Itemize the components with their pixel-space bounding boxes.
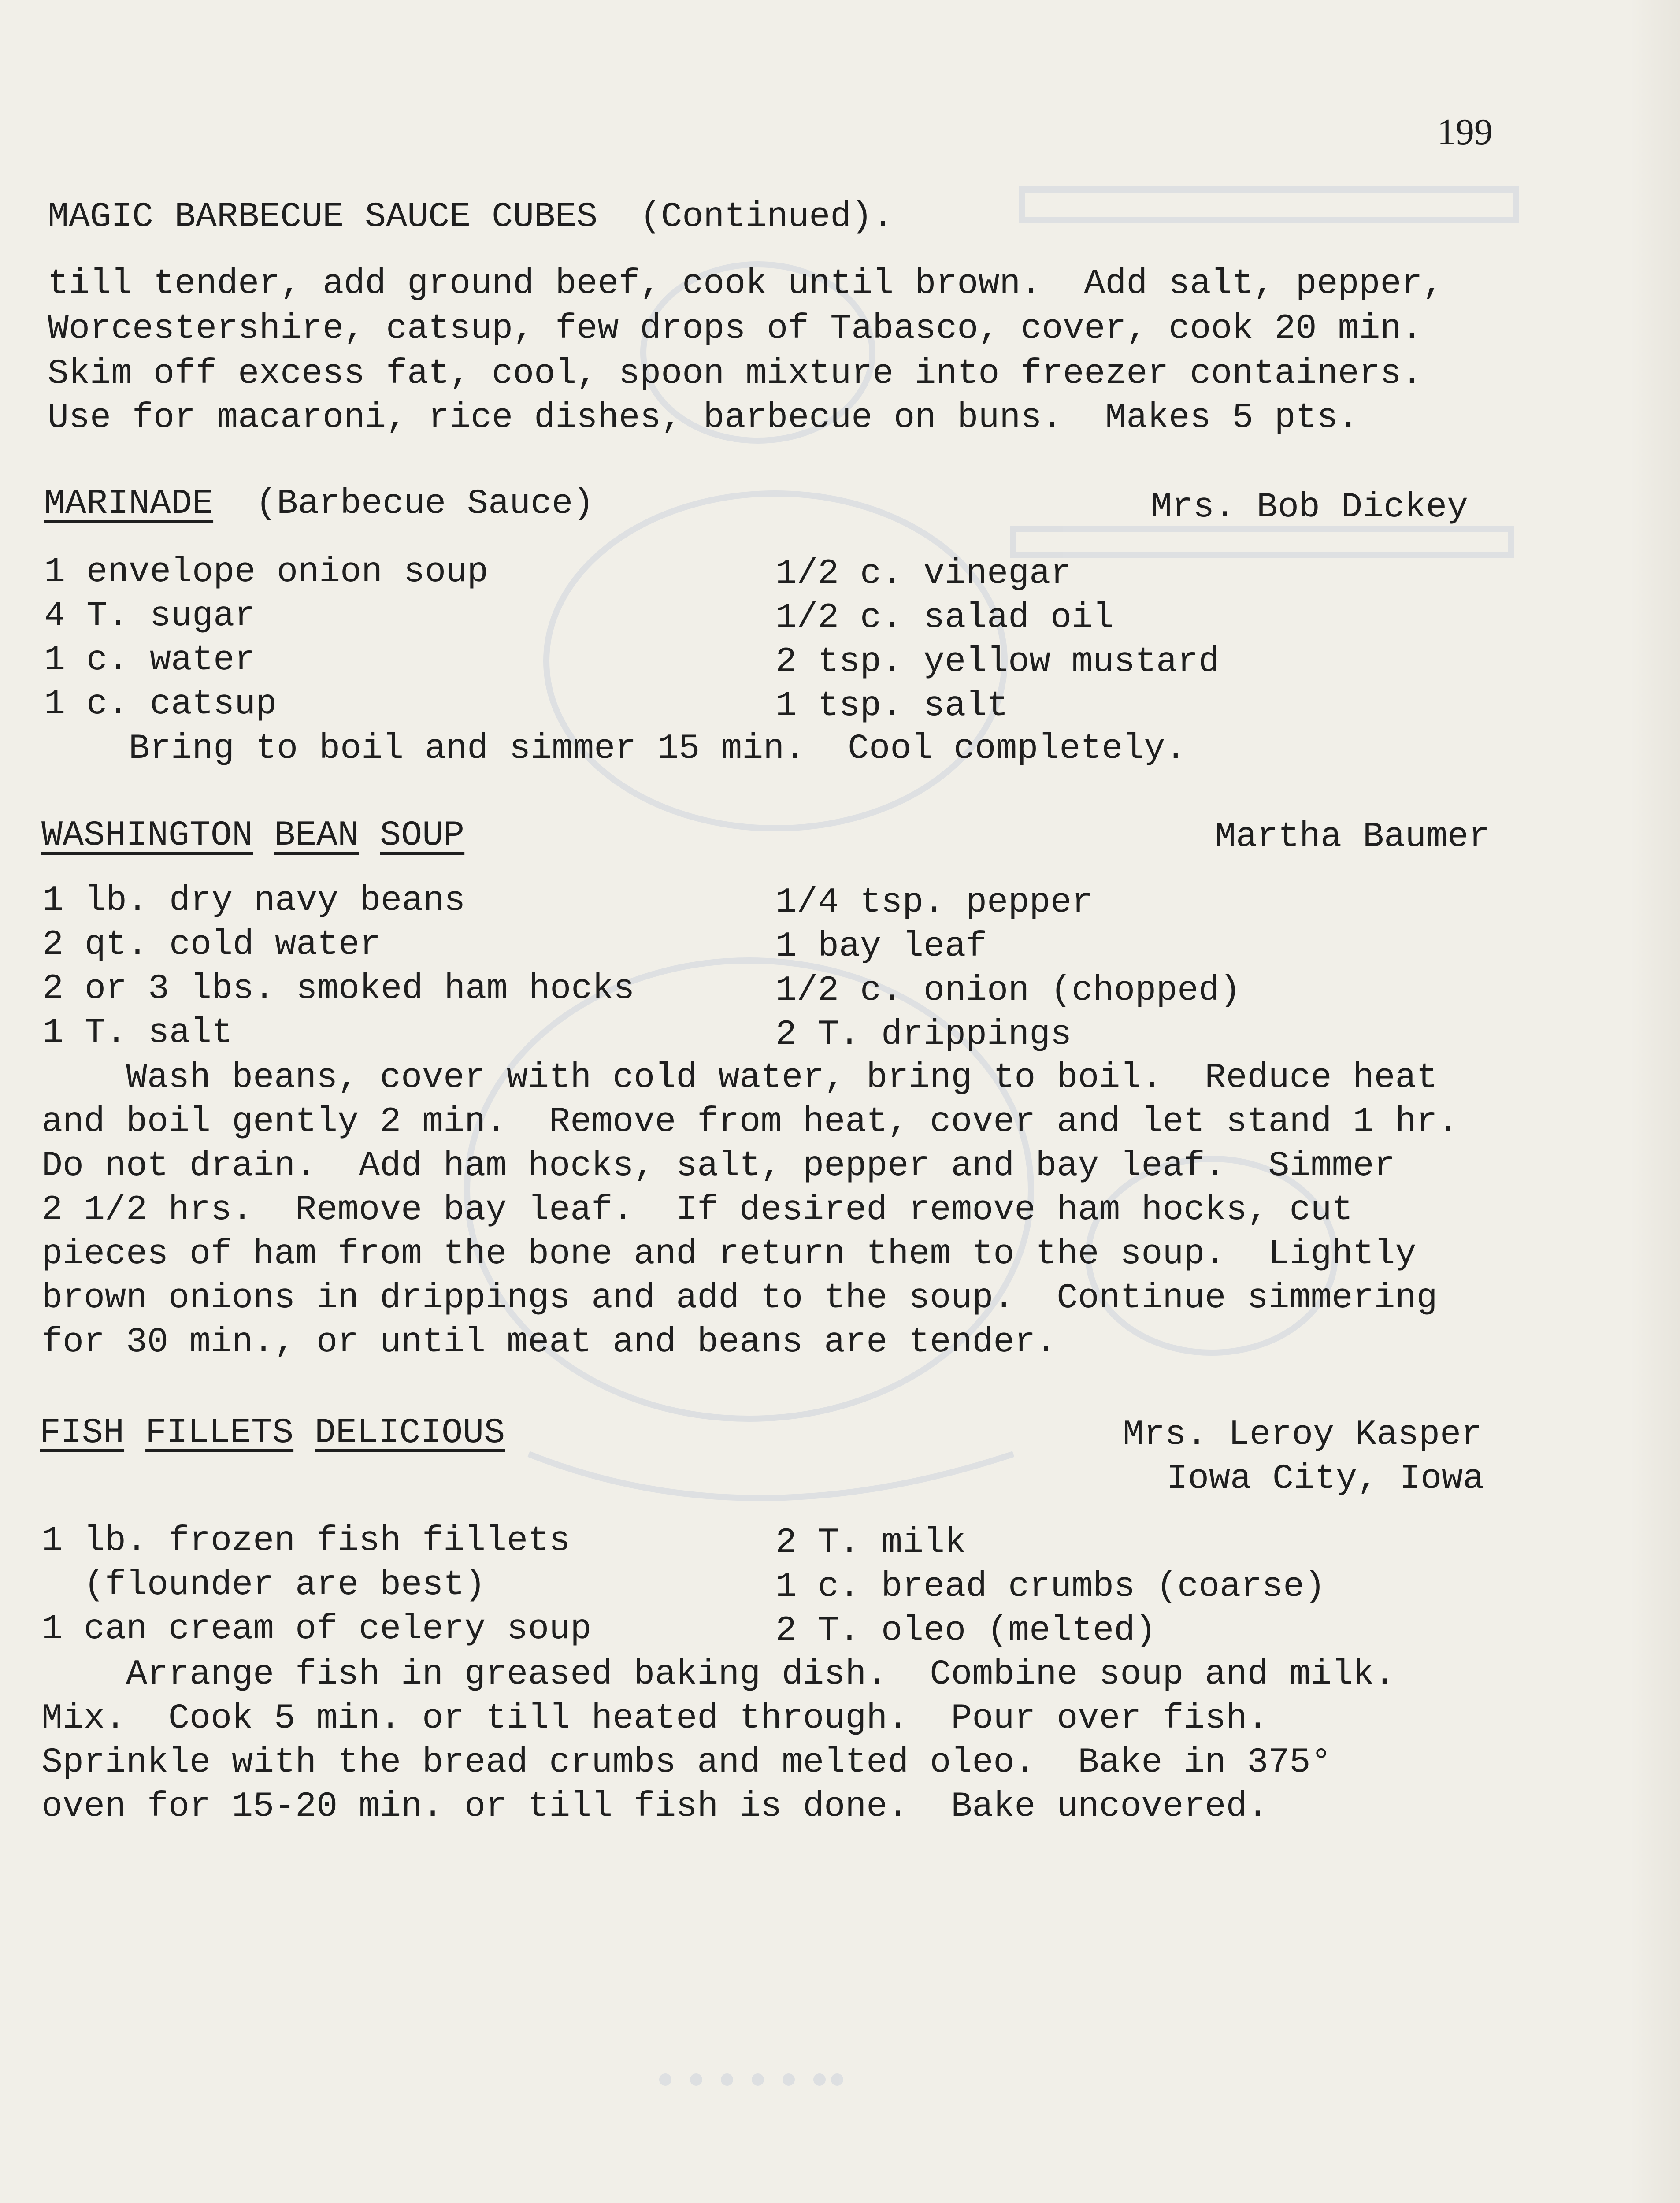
bean-soup-ingredient: 2 or 3 lbs. smoked ham hocks [42,969,635,1009]
bean-soup-ingredient: 2 T. drippings [775,1015,1072,1055]
fish-title-word: DELICIOUS [315,1413,505,1453]
cubes-line: till tender, add ground beef, cook until brown. Add salt, pepper, [48,264,1444,304]
page-number: 199 [1437,111,1493,152]
cubes-title-text: MAGIC BARBECUE SAUCE CUBES [48,197,598,237]
marinade-directions: Bring to boil and simmer 15 min. Cool completely. [44,729,1187,769]
marinade-ingredient: 1/2 c. salad oil [775,598,1114,638]
cubes-line: Worcestershire, catsup, few drops of Tabasco, cover, cook 20 min. [48,309,1423,349]
fish-author: Mrs. Leroy Kasper [1123,1415,1483,1455]
fish-directions: Arrange fish in greased baking dish. Combine soup and milk. [41,1654,1395,1695]
fish-ingredient: 1 c. bread crumbs (coarse) [775,1567,1326,1607]
bean-soup-title-word: BEAN [274,816,359,856]
bean-soup-directions: 2 1/2 hrs. Remove bay leaf. If desired remove ham hocks, cut [41,1190,1353,1230]
fish-directions: Mix. Cook 5 min. or till heated through. Pour over fish. [41,1699,1268,1739]
bean-soup-ingredient: 1/2 c. onion (chopped) [775,971,1241,1011]
marinade-ingredient: 1 c. water [44,640,256,680]
bean-soup-title-word: WASHINGTON [41,816,253,856]
fish-ingredient: 2 T. oleo (melted) [775,1611,1157,1651]
cubes-continued-note: (Continued). [640,197,894,237]
bean-soup-ingredient: 1 bay leaf [775,927,987,967]
marinade-heading [44,482,594,526]
marinade-author: Mrs. Bob Dickey [1151,487,1469,527]
bean-soup-ingredient: 1 lb. dry navy beans [42,881,466,921]
bean-soup-title-word: SOUP [380,816,465,856]
marinade-subtitle: (Barbecue Sauce) [256,484,594,524]
bean-soup-directions: Wash beans, cover with cold water, bring to boil. Reduce heat [41,1058,1438,1098]
marinade-ingredient: 2 tsp. yellow mustard [775,642,1220,682]
marinade-ingredient: 4 T. sugar [44,596,256,636]
bean-soup-ingredient: 1/4 tsp. pepper [775,883,1093,923]
bean-soup-directions: for 30 min., or until meat and beans are tender. [41,1322,1057,1362]
fish-location: Iowa City, Iowa [1167,1459,1484,1499]
fish-ingredient: 2 T. milk [775,1523,966,1563]
marinade-ingredient: 1/2 c. vinegar [775,554,1072,594]
page-edge-shadow [1630,0,1680,2203]
fish-directions: Sprinkle with the bread crumbs and melted oleo. Bake in 375° [41,1743,1332,1783]
fish-ingredient: 1 lb. frozen fish fillets [41,1521,571,1561]
cubes-line: Use for macaroni, rice dishes, barbecue on buns. Makes 5 pts. [48,398,1359,438]
fish-heading [40,1411,505,1455]
marinade-ingredient: 1 envelope onion soup [44,552,489,592]
bean-soup-heading [41,814,464,858]
fish-title-word: FISH [40,1413,125,1453]
bean-soup-author: Martha Baumer [1215,817,1490,857]
fish-ingredient: (flounder are best) [41,1565,486,1605]
marinade-title: MARINADE [44,484,214,524]
bean-soup-directions: Do not drain. Add ham hocks, salt, pepper and bay leaf. Simmer [41,1146,1395,1186]
bean-soup-directions: pieces of ham from the bone and return them to the soup. Lightly [41,1234,1417,1274]
cubes-line: Skim off excess fat, cool, spoon mixture into freezer containers. [48,354,1423,394]
marinade-ingredient: 1 tsp. salt [775,686,1009,726]
fish-ingredient: 1 can cream of celery soup [41,1609,592,1649]
fish-directions: oven for 15-20 min. or till fish is done. Bake uncovered. [41,1787,1268,1827]
bean-soup-directions: brown onions in drippings and add to the soup. Continue simmering [41,1278,1438,1318]
bean-soup-ingredient: 1 T. salt [42,1013,233,1053]
cubes-title [48,195,894,239]
fish-title-word: FILLETS [145,1413,294,1453]
bean-soup-ingredient: 2 qt. cold water [42,925,381,965]
marinade-ingredient: 1 c. catsup [44,684,277,724]
bean-soup-directions: and boil gently 2 min. Remove from heat, cover and let stand 1 hr. [41,1102,1459,1142]
